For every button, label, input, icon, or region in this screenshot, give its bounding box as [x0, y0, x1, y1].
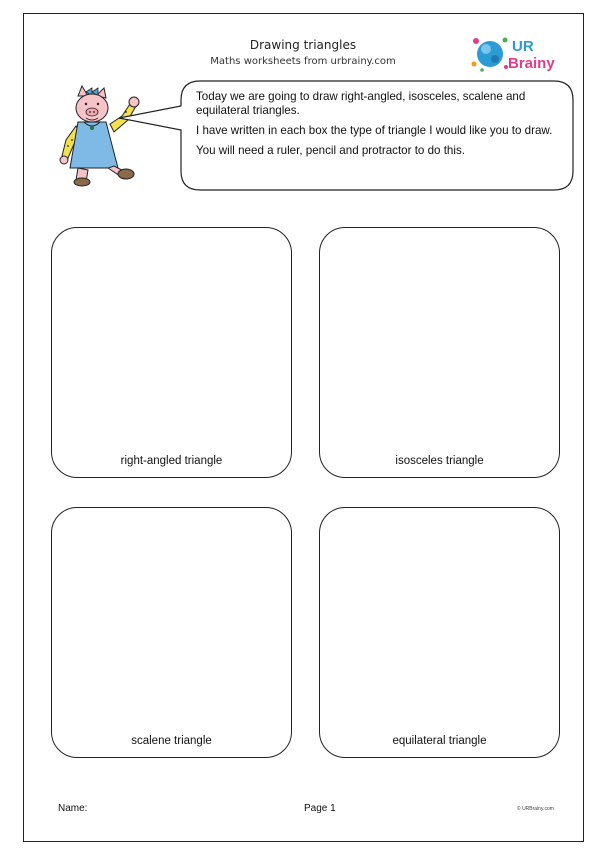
- instruction-line: Today we are going to draw right-angled, isosceles, scalene and equilateral triangles.: [196, 90, 526, 117]
- name-label: Name:: [58, 803, 88, 814]
- page-subtitle: Maths worksheets from urbrainy.com: [210, 56, 396, 67]
- drawing-box[interactable]: [51, 507, 292, 758]
- logo-text-bottom: Brainy: [508, 55, 555, 72]
- instruction-line: I have written in each box the type of triangle I would like you to draw.: [196, 124, 553, 137]
- drawing-box[interactable]: [319, 507, 560, 758]
- drawing-box[interactable]: [319, 227, 560, 478]
- box-label: equilateral triangle: [392, 735, 487, 747]
- page-number: Page 1: [304, 803, 336, 814]
- box-label: isosceles triangle: [395, 455, 484, 467]
- speech-bubble-text: [196, 90, 562, 164]
- logo-text-top: UR: [512, 38, 534, 55]
- copyright-text: © URBrainy.com: [517, 806, 554, 812]
- drawing-box[interactable]: [51, 227, 292, 478]
- urbrainy-logo: [468, 32, 564, 74]
- instruction-line: You will need a ruler, pencil and protractor to do this.: [196, 144, 465, 157]
- box-label: right-angled triangle: [120, 455, 223, 467]
- page-title: Drawing triangles: [249, 38, 357, 52]
- box-label: scalene triangle: [131, 735, 212, 747]
